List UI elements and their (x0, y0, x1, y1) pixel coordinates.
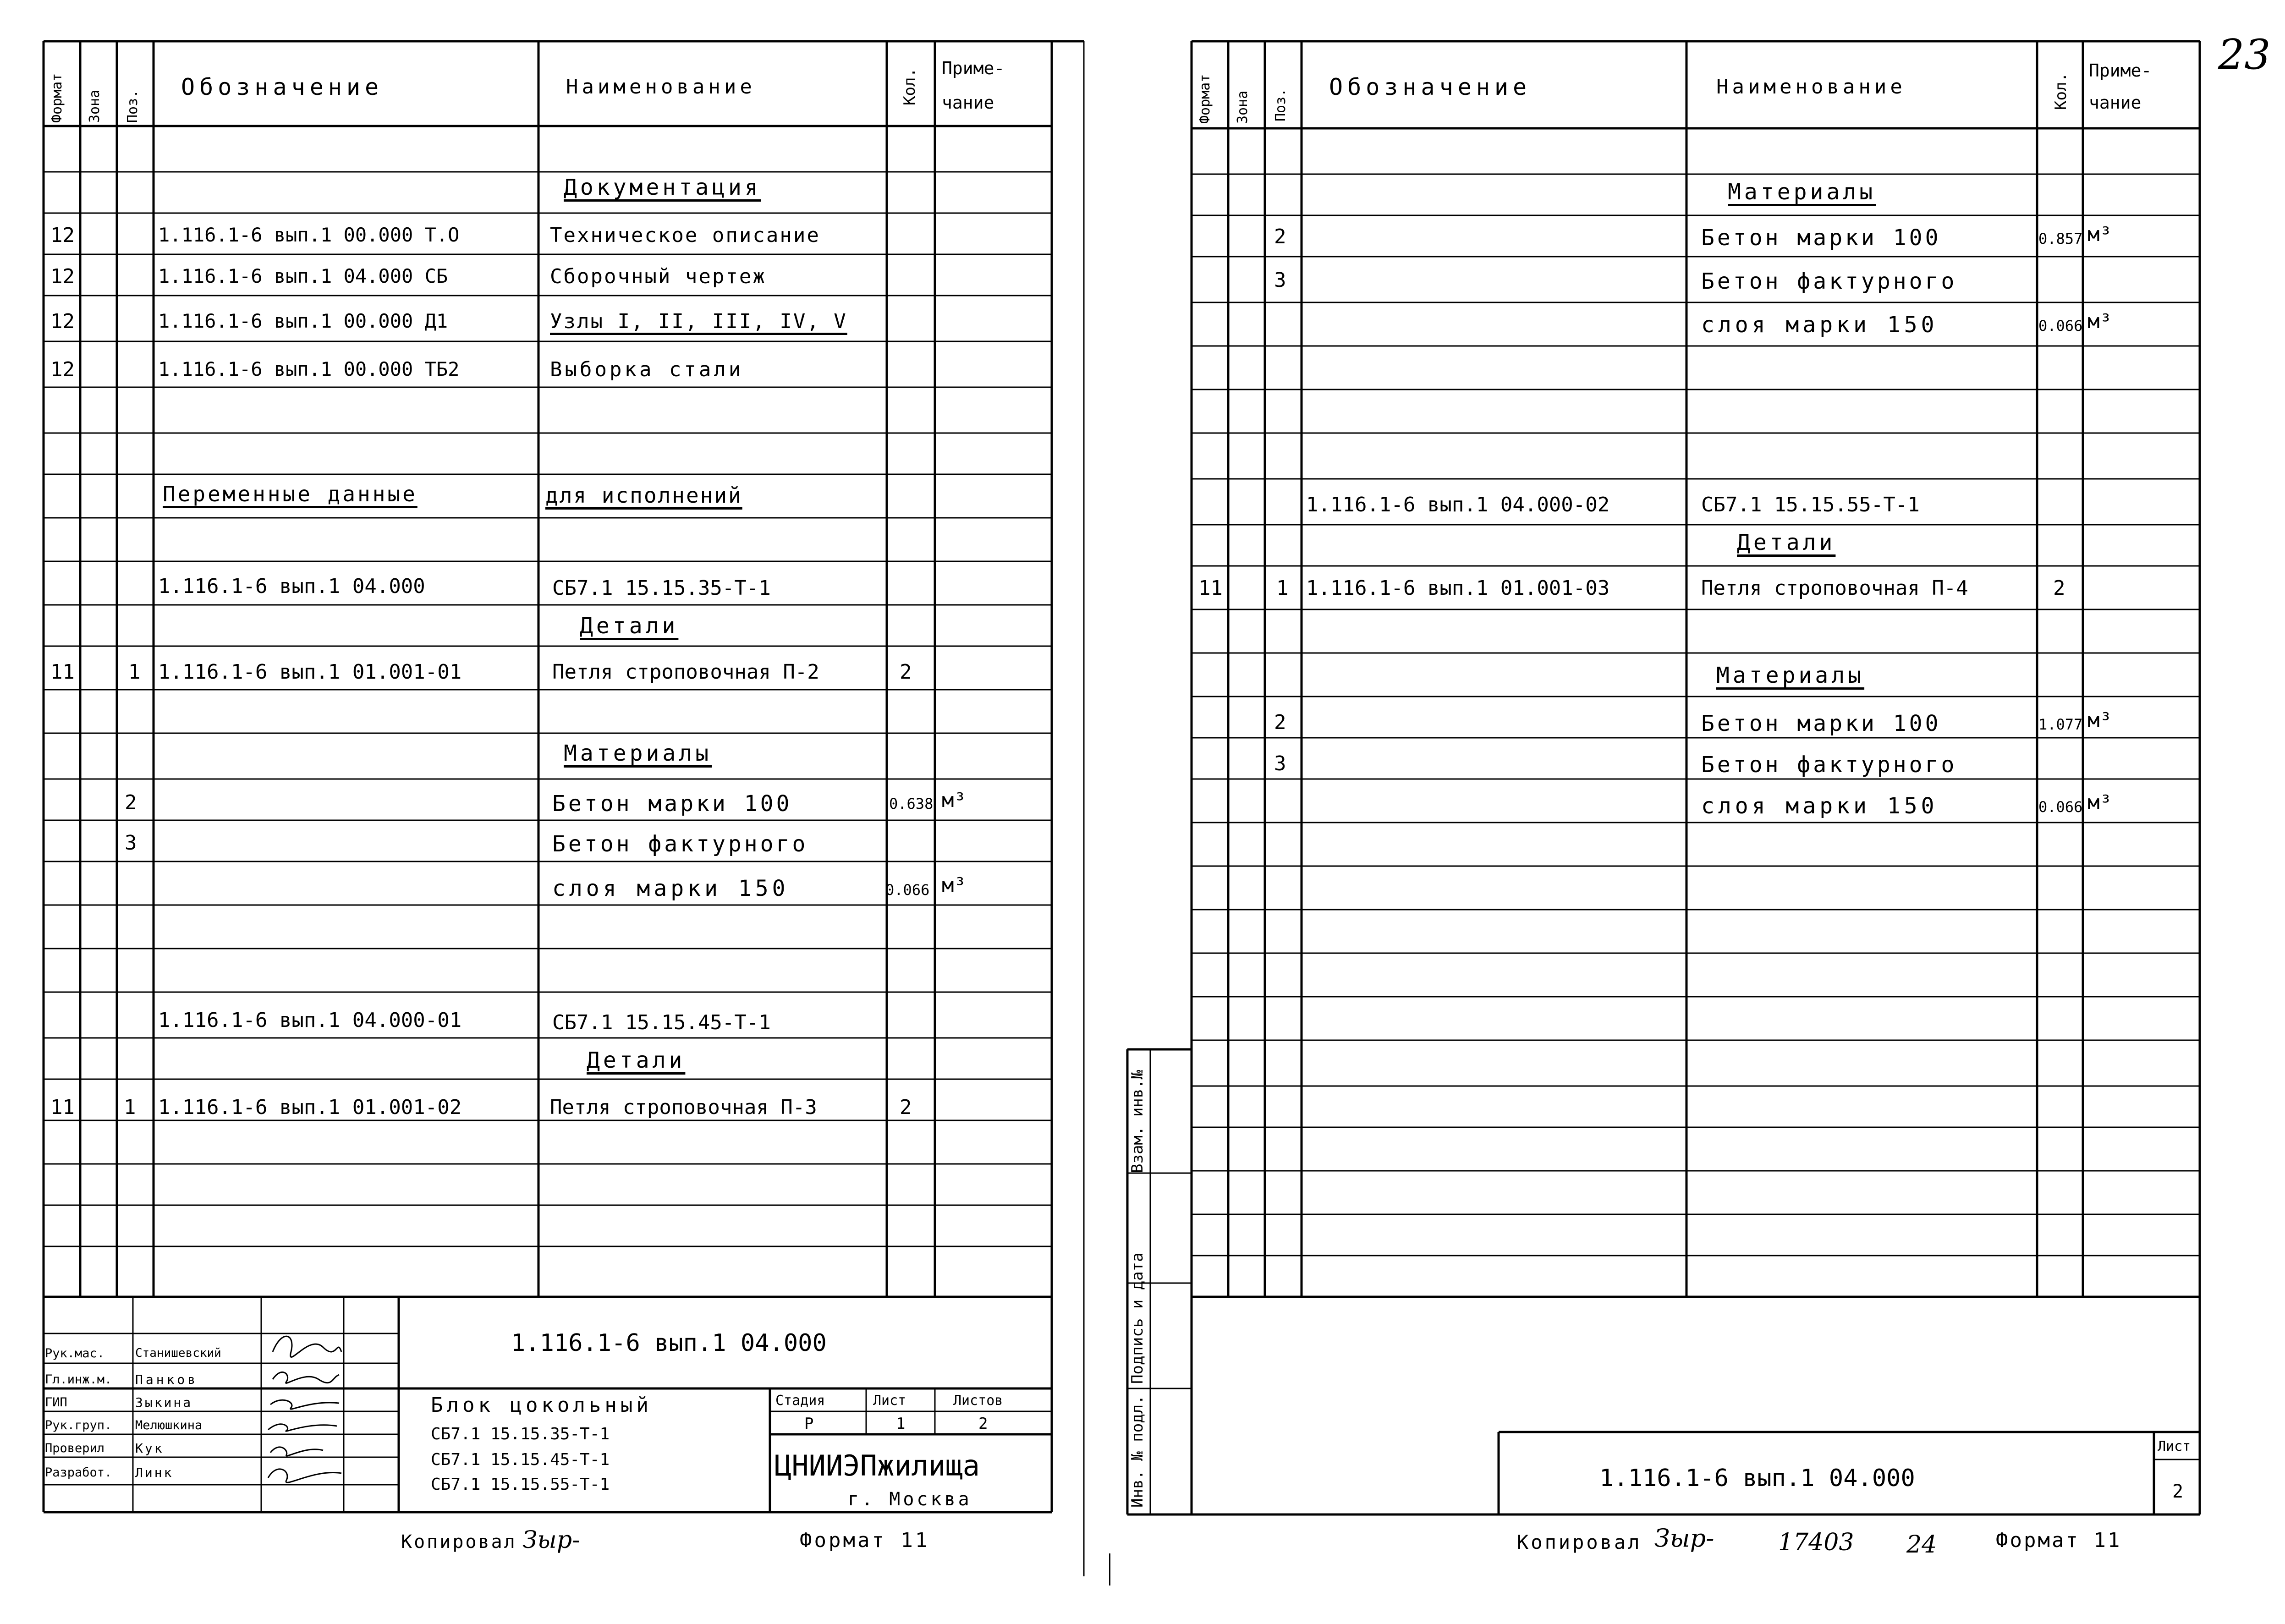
row-qty: 0.066 (2038, 798, 2083, 816)
row-pos: 3 (125, 831, 137, 855)
footer-order-sheet: 24 (1906, 1531, 1937, 1558)
footer-format: Формат 11 (800, 1529, 930, 1552)
header-designation: Обозначение (1329, 74, 1532, 100)
row-qty: 0.857 (2038, 230, 2083, 247)
header-name: Наименование (566, 75, 756, 99)
header-qty: Кол. (901, 68, 919, 105)
sheets-label: Листов (953, 1393, 1003, 1409)
footer-copied: Копировал (1517, 1531, 1642, 1553)
left-sheet (0, 0, 1100, 1624)
row-qty: 0.066 (885, 881, 930, 899)
row-name: Петля строповочная П-3 (550, 1096, 817, 1119)
role-line-5: Разработ. (45, 1465, 112, 1480)
block-title-0: Блок цокольный (431, 1394, 652, 1417)
row-section-materials: Материалы (1716, 663, 1865, 688)
role-line-4: Проверил (45, 1441, 105, 1455)
block-title-1: СБ7.1 15.15.35-Т-1 (431, 1425, 610, 1443)
row-pos: 1 (1276, 576, 1289, 600)
stamp-vzam: Взам. инв.№ (1128, 1070, 1147, 1173)
header-pos: Поз. (125, 89, 141, 123)
row-note: м³ (2087, 223, 2112, 246)
row-note: м³ (942, 789, 966, 812)
row-note: м³ (2087, 310, 2112, 333)
stage-value: Р (804, 1415, 814, 1433)
row-note: м³ (2087, 791, 2112, 814)
row-qty: 2 (900, 660, 912, 684)
name-line-3: Мелюшкина (135, 1418, 203, 1432)
row-name: Петля строповочная П-4 (1701, 576, 1968, 600)
row-format: 12 (50, 224, 75, 247)
name-line-5: Линк (135, 1465, 174, 1480)
row-name: Бетон марки 100 (1701, 711, 1941, 736)
row-name: Петля строповочная П-2 (552, 660, 819, 684)
page-number: 23 (2218, 31, 2271, 79)
row-pos: 2 (1274, 225, 1286, 248)
header-note-1: Приме- (2089, 60, 2152, 81)
row-pos: 2 (125, 791, 137, 814)
row-section-details: Детали (587, 1048, 686, 1073)
name-line-0: Станишевский (135, 1346, 221, 1360)
row-format: 12 (50, 310, 75, 333)
footer-copied: Копировал (401, 1531, 517, 1553)
row-name: Узлы I, II, III, IV, V (550, 310, 847, 333)
signature-marks (264, 1301, 346, 1489)
row-name: Бетон фактурного (1701, 752, 1957, 778)
header-zone: Зона (87, 89, 103, 123)
block-title-2: СБ7.1 15.15.45-Т-1 (431, 1450, 610, 1469)
center-divider (1109, 1553, 1110, 1586)
header-designation: Обозначение (181, 74, 384, 100)
row-pos: 1 (124, 1096, 136, 1119)
row-name: слоя марки 150 (552, 876, 789, 901)
row-format: 11 (1198, 576, 1223, 600)
row-name: Выборка стали (550, 358, 744, 381)
org-city: г. Москва (848, 1489, 972, 1510)
header-name: Наименование (1716, 75, 1906, 99)
row-name: Бетон фактурного (552, 831, 808, 857)
right-sheet (1118, 0, 2285, 1624)
header-qty: Кол. (2052, 72, 2070, 110)
name-line-2: Зыкина (135, 1395, 193, 1410)
row-qty: 0.066 (2038, 317, 2083, 335)
footer-format: Формат 11 (1996, 1529, 2122, 1552)
row-section-details: Детали (580, 613, 679, 639)
row-qty: 2 (2053, 576, 2065, 600)
row-designation: 1.116.1-6 вып.1 04.000 (158, 575, 425, 598)
header-note-2: чание (942, 93, 994, 113)
row-format: 11 (50, 1096, 75, 1119)
row-name: СБ7.1 15.15.55-Т-1 (1701, 493, 1920, 516)
row-section-materials: Материалы (1728, 179, 1876, 205)
row-name: Бетон марки 100 (552, 791, 792, 817)
header-note-1: Приме- (942, 58, 1005, 78)
row-designation: 1.116.1-6 вып.1 04.000-02 (1306, 493, 1610, 516)
row-name: слоя марки 150 (1701, 312, 1938, 338)
role-line-1: Гл.инж.м. (45, 1372, 112, 1387)
row-pos: 1 (128, 660, 141, 684)
footer-copied-signature: Зыр- (1654, 1524, 1714, 1553)
stage-label: Стадия (775, 1393, 825, 1409)
row-name: Бетон фактурного (1701, 269, 1957, 294)
row-pos: 3 (1274, 269, 1286, 292)
row-designation: 1.116.1-6 вып.1 01.001-01 (158, 660, 462, 684)
row-designation: 1.116.1-6 вып.1 04.000 СБ (158, 265, 448, 287)
row-name: Сборочный чертеж (550, 265, 766, 288)
row-section-materials: Материалы (564, 741, 712, 766)
row-designation: 1.116.1-6 вып.1 04.000-01 (158, 1009, 462, 1032)
row-designation: 1.116.1-6 вып.1 00.000 Д1 (158, 310, 448, 332)
sheet-label: Лист (2158, 1438, 2191, 1454)
doc-code: 1.116.1-6 вып.1 04.000 (1599, 1465, 1915, 1492)
row-name: слоя марки 150 (1701, 793, 1938, 819)
header-format: Формат (49, 73, 65, 123)
header-format: Формат (1197, 74, 1213, 124)
sheet-value: 1 (896, 1415, 906, 1433)
role-line-2: ГИП (45, 1395, 67, 1410)
org-name: ЦНИИЭПжилища (774, 1449, 980, 1482)
stamp-sign: Подпись и дата (1128, 1252, 1147, 1384)
row-qty: 2 (900, 1096, 912, 1119)
header-note-2: чание (2089, 93, 2142, 113)
doc-code: 1.116.1-6 вып.1 04.000 (511, 1329, 827, 1357)
row-section-documentation: Документация (564, 175, 761, 200)
row-format: 11 (50, 660, 75, 684)
row-note: м³ (2087, 708, 2112, 732)
name-line-4: Кук (135, 1441, 164, 1456)
row-qty: 1.077 (2038, 716, 2083, 733)
sheet-label: Лист (873, 1393, 906, 1409)
row-pos: 2 (1274, 711, 1286, 734)
row-designation: 1.116.1-6 вып.1 01.001-02 (158, 1096, 462, 1119)
row-name: Бетон марки 100 (1701, 225, 1941, 251)
row-variable-data: Переменные данные (163, 482, 417, 506)
row-designation: 1.116.1-6 вып.1 00.000 Т.О (158, 224, 460, 246)
row-qty: 0.638 (889, 795, 934, 812)
row-name: СБ7.1 15.15.35-Т-1 (552, 576, 771, 600)
row-designation: 1.116.1-6 вып.1 00.000 ТБ2 (158, 358, 460, 380)
row-pos: 3 (1274, 752, 1286, 775)
footer-copied-signature: Зыр- (522, 1526, 580, 1554)
row-designation: 1.116.1-6 вып.1 01.001-03 (1306, 576, 1610, 600)
stamp-inv: Инв. № подл. (1128, 1395, 1147, 1508)
header-pos: Поз. (1273, 88, 1289, 121)
row-section-details: Детали (1737, 530, 1836, 555)
sheet-value: 2 (2172, 1481, 2184, 1502)
row-note: м³ (942, 873, 966, 897)
row-name: Техническое описание (550, 224, 820, 247)
row-format: 12 (50, 265, 75, 288)
row-name: СБ7.1 15.15.45-Т-1 (552, 1011, 771, 1034)
role-line-3: Рук.груп. (45, 1418, 112, 1432)
name-line-1: Панков (135, 1372, 198, 1387)
block-title-3: СБ7.1 15.15.55-Т-1 (431, 1475, 610, 1494)
header-zone: Зона (1235, 90, 1251, 124)
footer-order-number: 17403 (1778, 1529, 1854, 1556)
sheets-value: 2 (978, 1415, 988, 1433)
role-line-0: Рук.мас. (45, 1346, 105, 1361)
row-for-variants: для исполнений (545, 483, 742, 508)
row-format: 12 (50, 358, 75, 381)
